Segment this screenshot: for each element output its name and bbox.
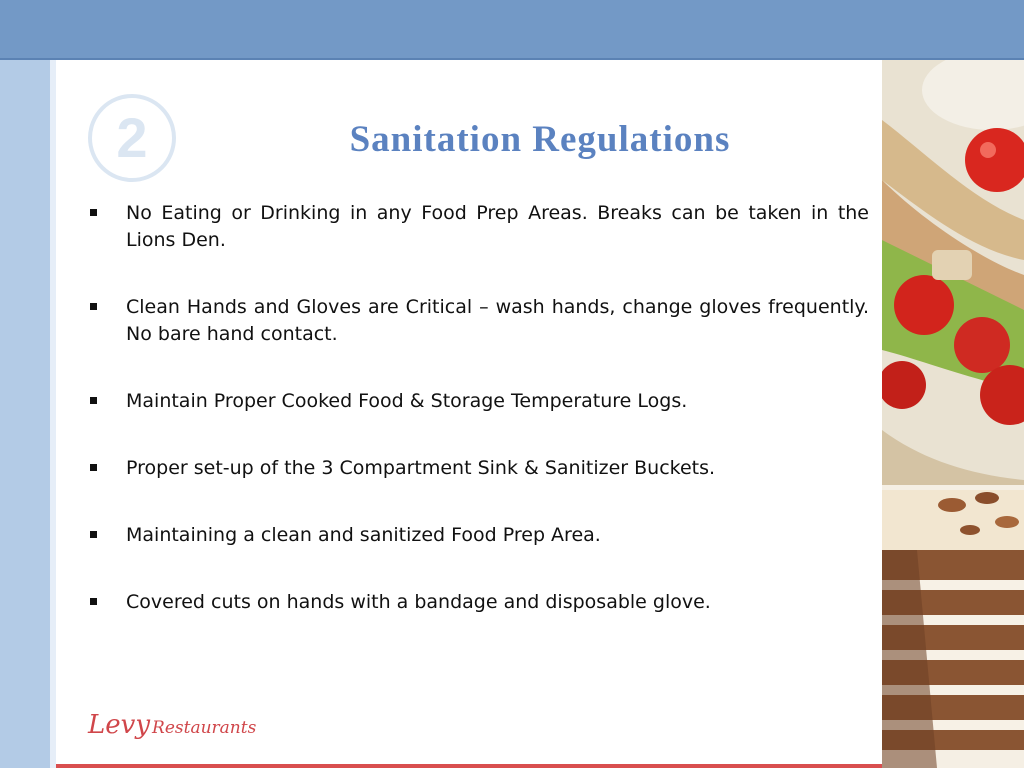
logo-brand: Levy <box>88 710 151 740</box>
list-item <box>88 200 869 254</box>
logo-script: Restaurants <box>152 718 257 738</box>
levy-restaurants-logo <box>88 710 256 740</box>
left-stripe <box>0 60 50 768</box>
bottom-accent-line <box>56 764 882 768</box>
list-item <box>88 589 869 616</box>
layered-cake-photo <box>882 485 1024 768</box>
square-bullet-icon <box>90 531 97 538</box>
bullet-text: Maintain Proper Cooked Food & Storage Temperature Logs. <box>126 390 688 412</box>
square-bullet-icon <box>90 209 97 216</box>
bullet-text: No Eating or Drinking in any Food Prep Areas. Breaks can be taken in the Lions Den. <box>126 202 869 251</box>
food-photo <box>882 60 1024 768</box>
food-photo-panel <box>882 60 1024 768</box>
list-item <box>88 522 869 549</box>
left-stripe-edge <box>50 60 56 768</box>
bullet-text: Maintaining a clean and sanitized Food Prep Area. <box>126 524 601 546</box>
slide-number-badge: 2 <box>88 94 176 182</box>
list-item <box>88 455 869 482</box>
sandwich-with-tomatoes-photo <box>882 60 1024 485</box>
list-item <box>88 388 869 415</box>
slide-title: Sanitation Regulations <box>349 119 731 160</box>
square-bullet-icon <box>90 464 97 471</box>
header-band <box>0 0 1024 60</box>
bullet-list <box>88 200 869 656</box>
bullet-text: Covered cuts on hands with a bandage and disposable glove. <box>126 591 711 613</box>
square-bullet-icon <box>90 397 97 404</box>
list-item <box>88 294 869 348</box>
square-bullet-icon <box>90 598 97 605</box>
square-bullet-icon <box>90 303 97 310</box>
bullet-text: Clean Hands and Gloves are Critical – wash hands, change gloves frequently. No bare hand contact. <box>126 296 869 345</box>
bullet-text: Proper set-up of the 3 Compartment Sink & Sanitizer Buckets. <box>126 457 716 479</box>
